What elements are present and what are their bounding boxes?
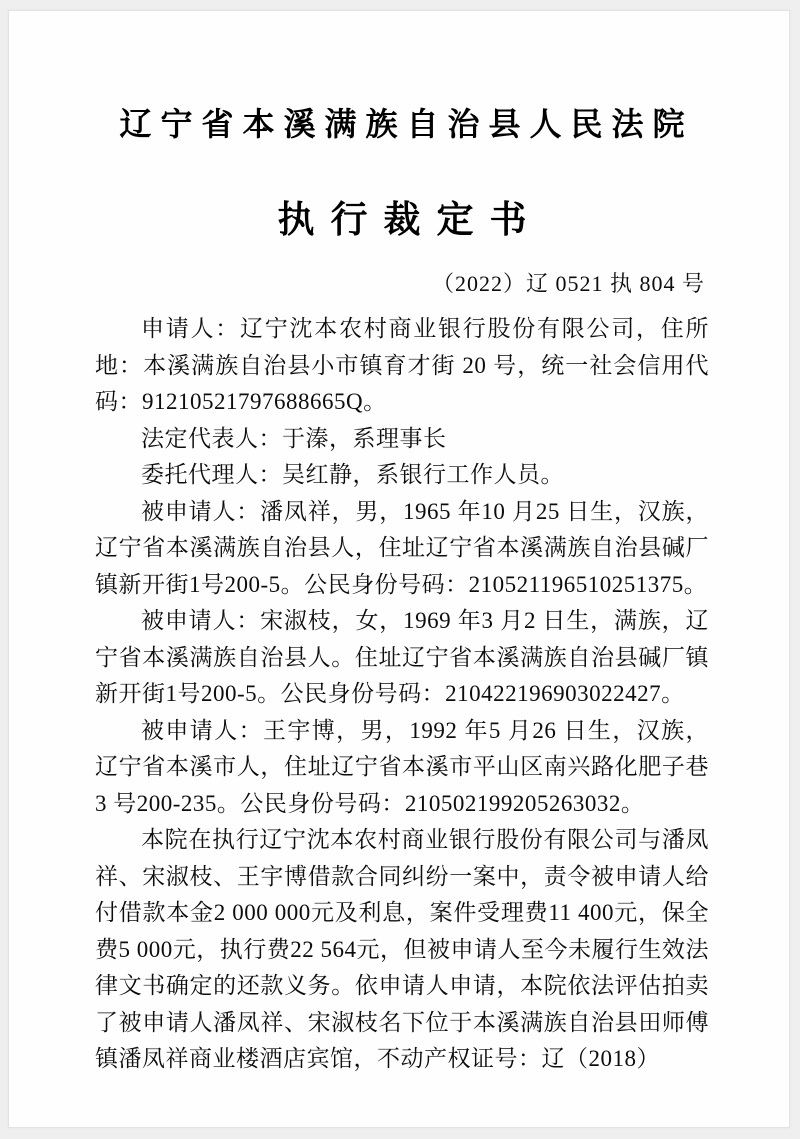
document-body <box>95 311 709 1078</box>
paragraph-respondent-2: 被申请人：宋淑枝，女，1969 年3 月2 日生，满族，辽宁省本溪满族自治县人。住址辽宁省本溪满族自治县碱厂镇新开街1号200-5。公民身份号码：210422196903022427。 <box>95 608 709 706</box>
document-content <box>95 11 709 1078</box>
paragraph-respondent-3: 被申请人：王宇博，男，1992 年5 月26 日生，汉族，辽宁省本溪市人，住址辽宁省本溪市平山区南兴路化肥子巷3 号200-235。公民身份号码：210502199205263032。 <box>95 717 709 816</box>
paragraph-case-facts: 本院在执行辽宁沈本农村商业银行股份有限公司与潘凤祥、宋淑枝、王宇博借款合同纠纷一案中，责令被申请人给付借款本金2 000 000元及利息，案件受理费11 400元，保全费5 000元，执行费22 564元，但被申请人至今未履行生效法律文书确定的还款义务。依申请人申请，本院依法评估拍卖了被申请人潘凤祥、宋淑枝名下位于本溪满族自治县田师傅镇潘凤祥商业楼酒店宾馆，不动产权证号：辽（2018） <box>95 827 709 1071</box>
document-page <box>8 10 790 1128</box>
paragraph-entrusted-agent: 委托代理人：吴红静，系银行工作人员。 <box>141 462 564 487</box>
paragraph-applicant: 申请人：辽宁沈本农村商业银行股份有限公司，住所地：本溪满族自治县小市镇育才街 20 号，统一社会信用代码：91210521797688665Q。 <box>95 316 709 414</box>
document-title: 执行裁定书 <box>277 200 543 241</box>
court-name: 辽宁省本溪满族自治县人民法院 <box>119 106 694 142</box>
paragraph-respondent-1: 被申请人：潘凤祥，男，1965 年10 月25 日生，汉族，辽宁省本溪满族自治县人，住址辽宁省本溪满族自治县碱厂镇新开街1号200-5。公民身份号码：210521196510251375。 <box>95 498 709 597</box>
paragraph-legal-representative: 法定代表人：于溱，系理事长 <box>141 425 447 451</box>
case-number: （2022）辽 0521 执 804 号 <box>431 271 705 296</box>
